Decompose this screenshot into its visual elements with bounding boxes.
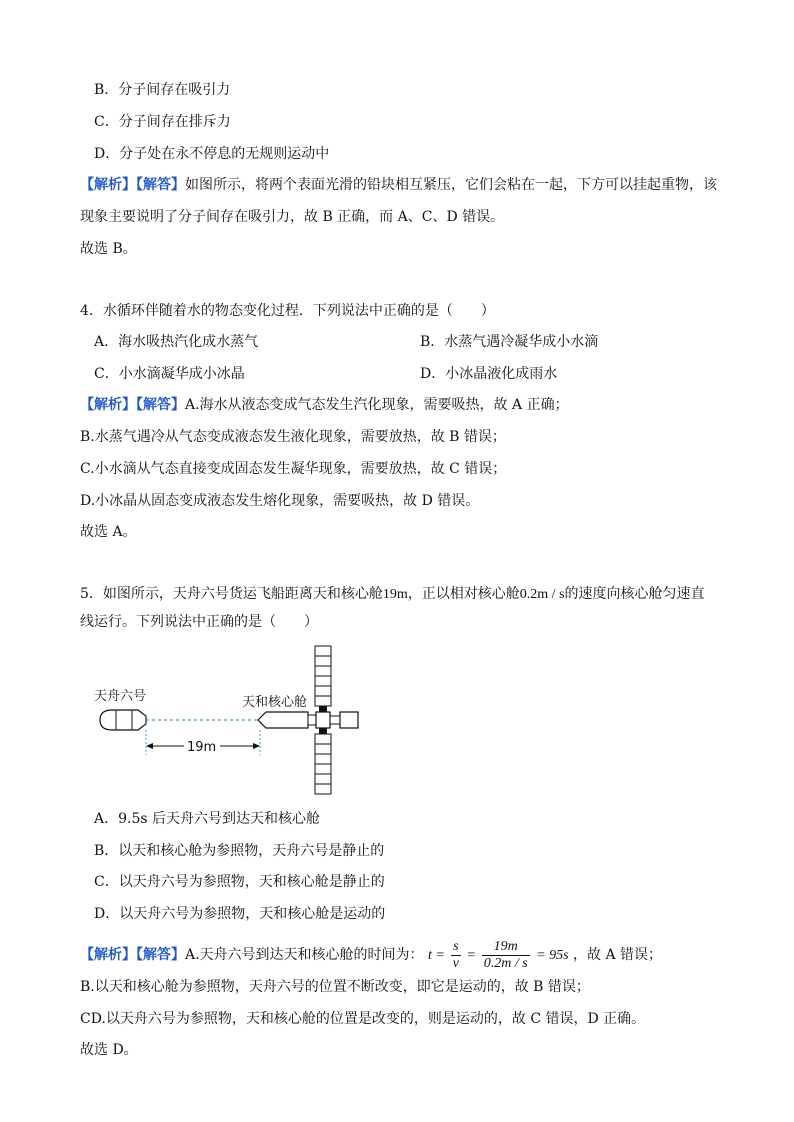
q5-option-d: D．以天舟六号为参照物，天和核心舱是运动的 [94, 906, 386, 922]
q5-analysis-cd: CD.以天舟六号为参照物，天和核心舱的位置是改变的，则是运动的，故 C 错误，D 正确。 [80, 1011, 646, 1027]
solar-cell [315, 676, 331, 686]
jieda-tag: 【解答】 [136, 947, 185, 963]
q5-stem-part3: 的速度向核心舱匀速直 [564, 586, 705, 602]
q5-distance: 19m [382, 587, 408, 602]
solar-cell [315, 696, 331, 706]
jieda-tag: 【解答】 [136, 397, 185, 413]
solar-cell [315, 784, 331, 794]
q4-analysis-b: B.水蒸气遇冷从气态变成液态发生液化现象，需要放热，故 B 错误； [80, 429, 506, 445]
q3-analysis-text1: 如图所示，将两个表面光滑的铅块相互紧压，它们会粘在一起，下方可以挂起重物，该 [185, 177, 717, 193]
q4-analysis-c: C.小水滴从气态直接变成固态发生凝华现象，需要放热，故 C 错误； [80, 461, 507, 477]
q3-option-d: D．分子处在永不停息的无规则运动中 [94, 146, 330, 162]
q3-analysis-line1 [80, 175, 717, 195]
q5-stem-part2: ，正以相对核心舱 [407, 586, 520, 602]
formula-eq1: = [436, 948, 445, 963]
q5-stem-line1 [80, 584, 705, 605]
formula-s-over-v: $\frac{s}{v}$ [452, 938, 459, 971]
q5-analysis-a-text: A.天舟六号到达天和核心舱的时间为： [185, 947, 424, 963]
q4-option-b: B．水蒸气遇冷凝华成小水滴 [420, 334, 599, 350]
formula-t: t [428, 948, 432, 963]
solar-cell [315, 646, 331, 656]
q4-answer: 故选 A。 [80, 524, 137, 540]
q5-analysis-a-line [80, 937, 662, 974]
q4-analysis-a-line [80, 395, 569, 415]
q4-option-c: C．小水滴凝华成小冰晶 [94, 366, 245, 382]
solar-cell [315, 764, 331, 774]
solar-panel-top [315, 646, 331, 706]
q4-option-a: A．海水吸热汽化成水蒸气 [94, 334, 259, 350]
label-tianhe: 天和核心舱 [242, 695, 308, 710]
formula-eq2: = [467, 948, 476, 963]
solar-cell [315, 656, 331, 666]
tianhe-core-module [258, 706, 358, 734]
q5-speed: 0.2m / s [519, 587, 565, 602]
solar-cell [315, 744, 331, 754]
jiexi-tag: 【解析】 [80, 947, 136, 963]
q5-answer: 故选 D。 [80, 1042, 138, 1058]
formula-result: = 95s [536, 948, 569, 963]
q3-option-c: C．分子间存在排斥力 [94, 114, 231, 130]
tianzhou-spacecraft [100, 710, 146, 730]
spacecraft-diagram [90, 640, 380, 800]
label-tianzhou: 天舟六号 [94, 689, 147, 704]
q5-option-a: A．9.5s 后天舟六号到达天和核心舱 [94, 811, 321, 827]
solar-panel-bottom [315, 734, 331, 794]
q3-analysis-line2: 现象主要说明了分子间存在吸引力，故 B 正确，而 A、C、D 错误。 [80, 209, 505, 225]
solar-cell [315, 774, 331, 784]
q4-analysis-d: D.小冰晶从固态变成液态发生熔化现象，需要吸热，故 D 错误。 [80, 493, 480, 509]
jiexi-tag: 【解析】 [80, 397, 136, 413]
solar-cell [315, 686, 331, 696]
label-distance: 19m [187, 740, 217, 755]
solar-cell [315, 666, 331, 676]
jiexi-tag: 【解析】 [80, 177, 136, 193]
solar-cell [315, 734, 331, 744]
q5-option-c: C．以天舟六号为参照物，天和核心舱是静止的 [94, 874, 385, 890]
q3-answer: 故选 B。 [80, 241, 137, 257]
q3-option-b: B．分子间存在吸引力 [94, 82, 231, 98]
q5-analysis-a-tail: ，故 A 错误； [573, 947, 663, 963]
q5-option-b: B．以天和核心舱为参照物，天舟六号是静止的 [94, 843, 385, 859]
q5-analysis-b: B.以天和核心舱为参照物，天舟六号的位置不断改变，即它是运动的，故 B 错误； [80, 979, 590, 995]
solar-cell [315, 754, 331, 764]
q5-stem-part1: 5．如图所示，天舟六号货运飞船距离天和核心舱 [80, 586, 383, 602]
q4-stem: 4．水循环伴随着水的物态变化过程．下列说法中正确的是（ ） [80, 303, 495, 319]
q5-stem-line2: 线运行。下列说法中正确的是（ ） [80, 614, 318, 630]
jieda-tag: 【解答】 [136, 177, 185, 193]
q4-analysis-a: A.海水从液态变成气态发生汽化现象，需要吸热，故 A 正确； [185, 397, 569, 413]
q4-option-d: D．小冰晶液化成雨水 [420, 366, 558, 382]
formula-values-fraction: $\frac{19m}{0.2m / s}$ [483, 938, 528, 971]
